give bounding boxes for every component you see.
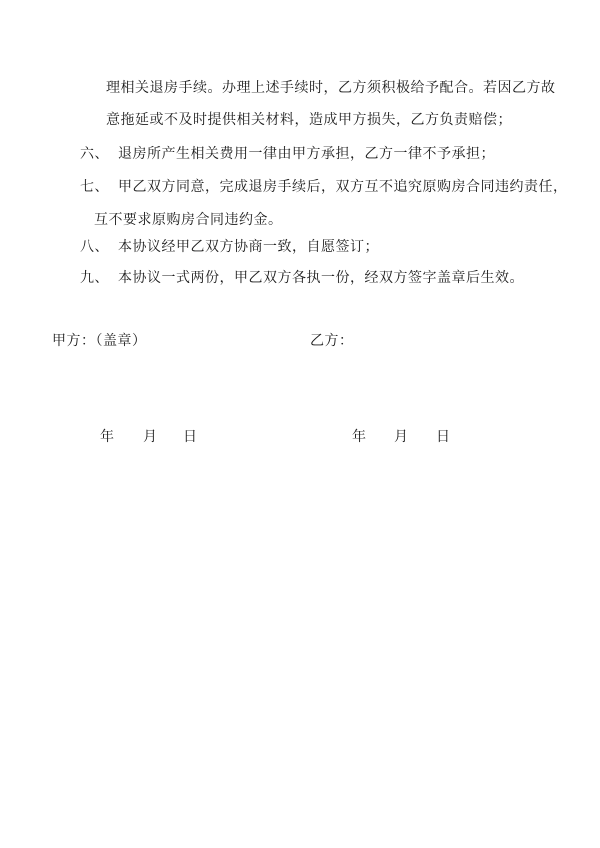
clause-8-text: 本协议经甲乙双方协商一致，自愿签订； [118, 239, 379, 255]
clause-9-text: 本协议一式两份，甲乙双方各执一份，经双方签字盖章后生效。 [118, 270, 524, 286]
clause-8-number: 八、 [80, 239, 109, 255]
party-b-date-day: 日 [436, 429, 450, 445]
clause-7-continuation: 互不要求原购房合同违约金。 [94, 212, 283, 228]
clause-7-text: 甲乙双方同意，完成退房手续后，双方互不追究原购房合同违约责任， [118, 179, 568, 195]
party-a-date-day: 日 [183, 429, 197, 445]
party-a-date-month: 月 [143, 429, 157, 445]
clause-6-text: 退房所产生相关费用一律由甲方承担，乙方一律不予承担； [118, 146, 495, 162]
clause-6-number: 六、 [80, 146, 109, 162]
clause-7 [80, 177, 568, 197]
party-a-signature-label: 甲方：（盖章） [52, 333, 147, 349]
clause-continuation-line-1: 理相关退房手续。办理上述手续时，乙方须积极给予配合。若因乙方故 [106, 80, 556, 96]
clause-7-number: 七、 [80, 179, 109, 195]
clause-6 [80, 144, 495, 164]
party-a-date-year: 年 [100, 429, 114, 445]
party-b-signature-label: 乙方： [310, 333, 354, 349]
clause-continuation-line-2: 意拖延或不及时提供相关材料，造成甲方损失，乙方负责赔偿； [106, 112, 512, 128]
clause-9 [80, 268, 524, 288]
clause-9-number: 九、 [80, 270, 109, 286]
party-b-date-month: 月 [394, 429, 408, 445]
party-b-date-year: 年 [352, 429, 366, 445]
clause-8 [80, 237, 379, 257]
